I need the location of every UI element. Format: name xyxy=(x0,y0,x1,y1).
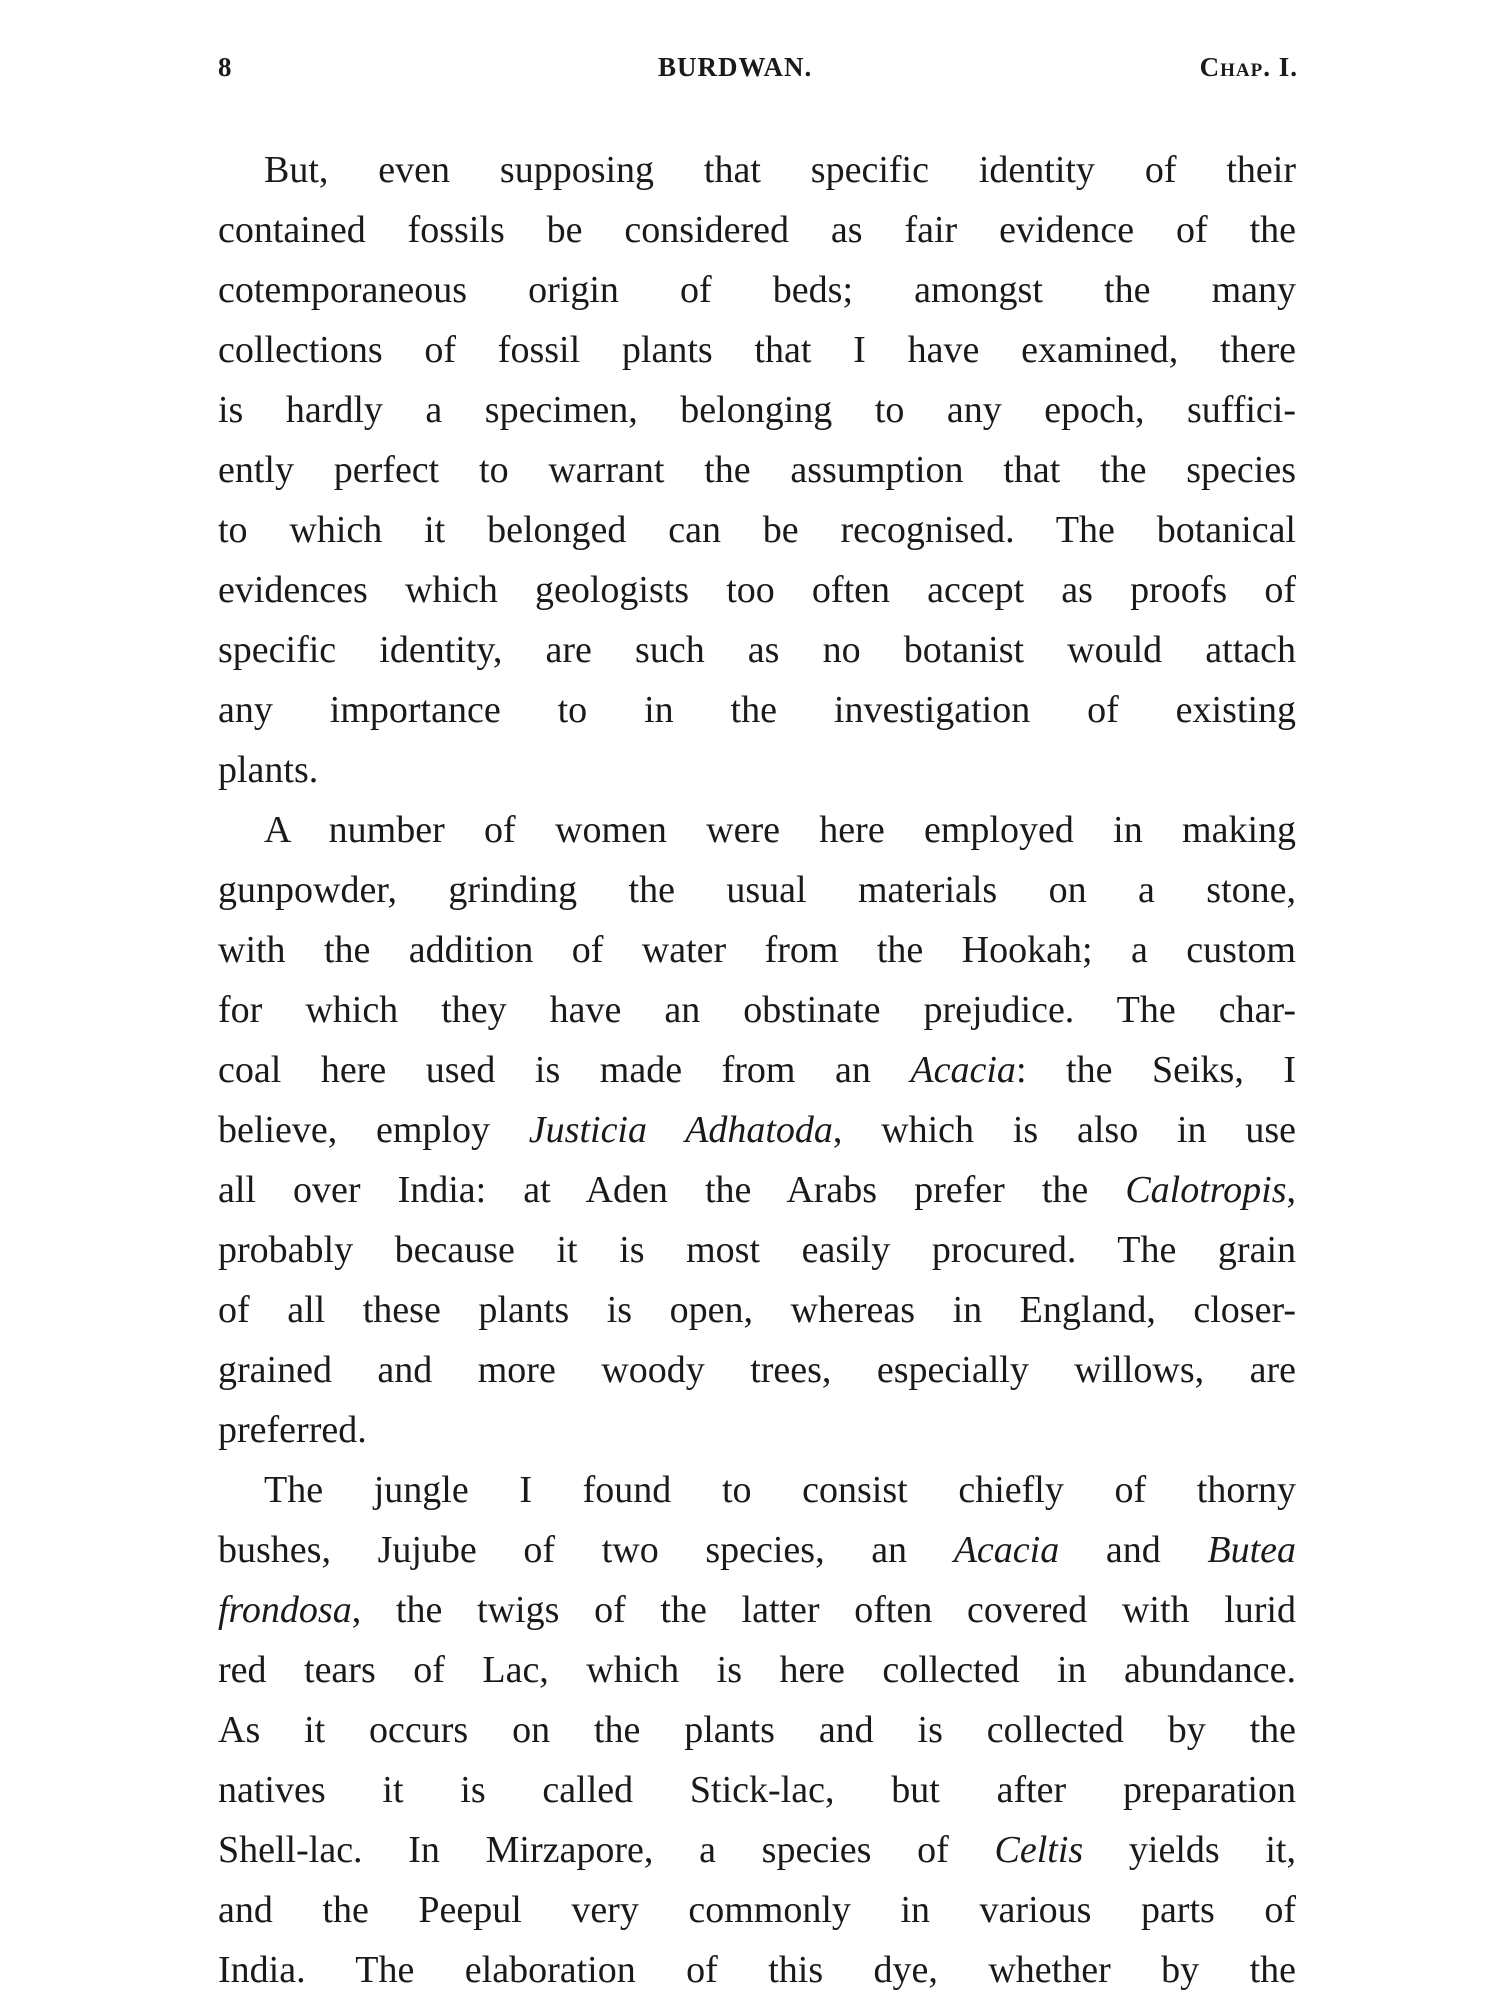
text-line: believe, employ Justicia Adhatoda, which is also in use xyxy=(218,1109,1296,1151)
paragraph xyxy=(218,800,1296,1460)
body-text xyxy=(218,140,1296,2000)
text-line: for which they have an obstinate prejudice. The char- xyxy=(218,989,1296,1031)
text-line: is hardly a specimen, belonging to any epoch, suffici- xyxy=(218,389,1296,431)
text-line: probably because it is most easily procured. The grain xyxy=(218,1229,1296,1271)
text-line: evidences which geologists too often accept as proofs of xyxy=(218,569,1296,611)
text-line: any importance to in the investigation of existing xyxy=(218,689,1296,731)
text-line: of all these plants is open, whereas in England, closer- xyxy=(218,1289,1296,1331)
text-line: to which it belonged can be recognised. The botanical xyxy=(218,509,1296,551)
text-line: preferred. xyxy=(218,1409,367,1451)
chapter-label: Chap. I. xyxy=(1199,52,1298,82)
text-line: and the Peepul very commonly in various parts of xyxy=(218,1889,1296,1931)
text-line: coal here used is made from an Acacia: the Seiks, I xyxy=(218,1049,1296,1091)
text-line: frondosa, the twigs of the latter often covered with lurid xyxy=(218,1589,1296,1631)
text-line: gunpowder, grinding the usual materials on a stone, xyxy=(218,869,1296,911)
text-line: A number of women were here employed in making xyxy=(264,809,1296,851)
text-line: ently perfect to warrant the assumption that the species xyxy=(218,449,1296,491)
text-line: all over India: at Aden the Arabs prefer the Calotropis, xyxy=(218,1169,1296,1211)
text-line: As it occurs on the plants and is collected by the xyxy=(218,1709,1296,1751)
text-line: grained and more woody trees, especially willows, are xyxy=(218,1349,1296,1391)
text-line: Shell-lac. In Mirzapore, a species of Celtis yields it, xyxy=(218,1829,1296,1871)
text-line: plants. xyxy=(218,749,319,791)
text-line: contained fossils be considered as fair evidence of the xyxy=(218,209,1296,251)
text-line: natives it is called Stick-lac, but after preparation xyxy=(218,1769,1296,1811)
paragraph xyxy=(218,140,1296,800)
text-line: bushes, Jujube of two species, an Acacia and Butea xyxy=(218,1529,1296,1571)
text-line: with the addition of water from the Hookah; a custom xyxy=(218,929,1296,971)
text-line: cotemporaneous origin of beds; amongst the many xyxy=(218,269,1296,311)
running-title: BURDWAN. xyxy=(658,52,813,82)
paragraph xyxy=(218,1460,1296,2000)
text-line: specific identity, are such as no botanist would attach xyxy=(218,629,1296,671)
text-line: collections of fossil plants that I have examined, there xyxy=(218,329,1296,371)
text-line: red tears of Lac, which is here collected in abundance. xyxy=(218,1649,1296,1691)
running-head xyxy=(218,52,1298,92)
page-number: 8 xyxy=(218,52,233,82)
text-line: But, even supposing that specific identity of their xyxy=(264,149,1296,191)
text-line: India. The elaboration of this dye, whether by the xyxy=(218,1949,1296,1991)
text-line: The jungle I found to consist chiefly of thorny xyxy=(264,1469,1296,1511)
